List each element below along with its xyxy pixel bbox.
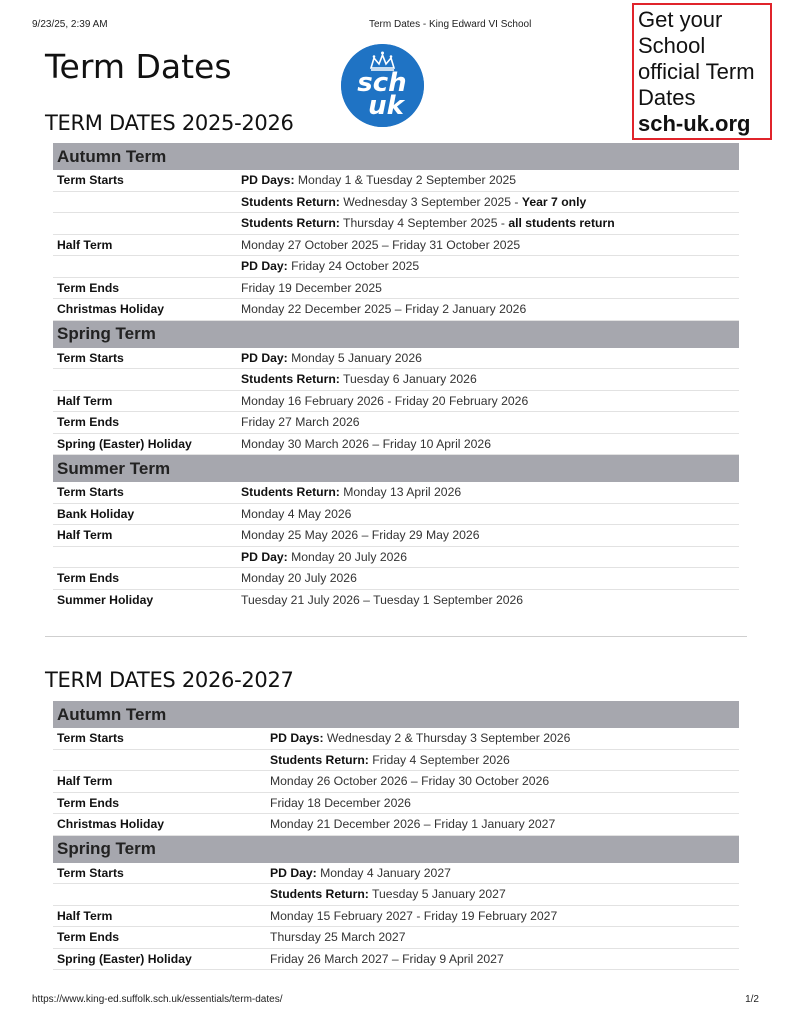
row-value: PD Days: Monday 1 & Tuesday 2 September 2025: [237, 170, 739, 191]
table-row: [53, 170, 739, 191]
table-row: [53, 369, 739, 391]
table-row: [53, 884, 739, 906]
term-name: Spring Term: [53, 320, 739, 348]
table-row: [53, 546, 739, 568]
term-header-row: [53, 701, 739, 728]
table-row: [53, 792, 739, 814]
row-label: Spring (Easter) Holiday: [53, 433, 237, 455]
row-value: Monday 22 December 2025 – Friday 2 January 2026: [237, 299, 739, 321]
row-value: Monday 4 May 2026: [237, 503, 739, 525]
row-label: Spring (Easter) Holiday: [53, 948, 266, 970]
row-label: Half Term: [53, 771, 266, 793]
row-label: Term Ends: [53, 412, 237, 434]
table-row: [53, 482, 739, 503]
row-label: [53, 749, 266, 771]
row-value: Students Return: Thursday 4 September 2025 - all students return: [237, 213, 739, 235]
row-value: Monday 27 October 2025 – Friday 31 October 2025: [237, 234, 739, 256]
page-number: 1/2: [745, 994, 759, 1005]
row-value: Friday 19 December 2025: [237, 277, 739, 299]
row-label: [53, 256, 237, 278]
table-row: [53, 905, 739, 927]
row-label: Half Term: [53, 234, 237, 256]
term-header-row: [53, 835, 739, 863]
print-doc-title: Term Dates - King Edward VI School: [369, 19, 532, 30]
sch-uk-logo: [341, 44, 424, 127]
row-value: Monday 26 October 2026 – Friday 30 October 2026: [266, 771, 739, 793]
row-value: PD Day: Monday 20 July 2026: [237, 546, 739, 568]
row-value: Students Return: Tuesday 6 January 2026: [237, 369, 739, 391]
row-label: Term Ends: [53, 927, 266, 949]
row-label: Christmas Holiday: [53, 299, 237, 321]
ad-line: Dates: [638, 85, 696, 110]
table-row: [53, 503, 739, 525]
row-label: Half Term: [53, 905, 266, 927]
table-row: [53, 213, 739, 235]
row-label: Term Starts: [53, 170, 237, 191]
row-label: Term Starts: [53, 348, 237, 369]
row-label: Half Term: [53, 390, 237, 412]
table-row: [53, 948, 739, 970]
term-dates-table-2025-2026: [53, 143, 739, 610]
sch-uk-ad-box[interactable]: [632, 3, 772, 140]
table-row: [53, 749, 739, 771]
page-url: https://www.king-ed.suffolk.sch.uk/essentials/term-dates/: [32, 994, 283, 1005]
row-label: [53, 546, 237, 568]
ad-line: official Term: [638, 59, 755, 84]
row-value: Monday 16 February 2026 - Friday 20 February 2026: [237, 390, 739, 412]
table-row: [53, 728, 739, 749]
table-row: [53, 348, 739, 369]
table-row: [53, 814, 739, 836]
row-label: [53, 191, 237, 213]
table-row: [53, 277, 739, 299]
table-row: [53, 234, 739, 256]
term-name: Autumn Term: [53, 701, 739, 728]
row-value: Friday 27 March 2026: [237, 412, 739, 434]
table-row: [53, 771, 739, 793]
row-value: PD Day: Monday 5 January 2026: [237, 348, 739, 369]
row-label: Term Starts: [53, 728, 266, 749]
table-row: [53, 525, 739, 547]
section-heading-2025-2026: TERM DATES 2025-2026: [45, 111, 294, 135]
row-value: Monday 25 May 2026 – Friday 29 May 2026: [237, 525, 739, 547]
row-value: PD Day: Monday 4 January 2027: [266, 863, 739, 884]
row-value: Monday 20 July 2026: [237, 568, 739, 590]
row-label: [53, 213, 237, 235]
page-title: Term Dates: [45, 47, 232, 86]
row-value: Students Return: Wednesday 3 September 2025 - Year 7 only: [237, 191, 739, 213]
row-value: Monday 21 December 2026 – Friday 1 January 2027: [266, 814, 739, 836]
row-value: Friday 18 December 2026: [266, 792, 739, 814]
term-header-row: [53, 455, 739, 483]
row-value: Monday 30 March 2026 – Friday 10 April 2026: [237, 433, 739, 455]
row-label: Bank Holiday: [53, 503, 237, 525]
table-row: [53, 390, 739, 412]
table-row: [53, 433, 739, 455]
ad-url-link[interactable]: sch-uk.org: [638, 111, 751, 136]
row-value: Students Return: Monday 13 April 2026: [237, 482, 739, 503]
table-row: [53, 412, 739, 434]
term-dates-table-2026-2027: [53, 701, 739, 970]
row-label: Term Starts: [53, 482, 237, 503]
row-label: Term Starts: [53, 863, 266, 884]
row-label: Term Ends: [53, 568, 237, 590]
term-name: Summer Term: [53, 455, 739, 483]
row-value: Thursday 25 March 2027: [266, 927, 739, 949]
table-row: [53, 927, 739, 949]
section-divider: [45, 636, 747, 637]
term-header-row: [53, 143, 739, 170]
row-value: PD Day: Friday 24 October 2025: [237, 256, 739, 278]
table-row: [53, 589, 739, 610]
row-label: Half Term: [53, 525, 237, 547]
row-label: Term Ends: [53, 792, 266, 814]
svg-text:uk: uk: [368, 91, 404, 121]
row-label: Summer Holiday: [57, 592, 154, 607]
row-value: Students Return: Tuesday 5 January 2027: [266, 884, 739, 906]
row-value: Tuesday 21 July 2026 – Tuesday 1 September 2026: [241, 592, 524, 607]
table-row: [53, 256, 739, 278]
sch-uk-logo-icon: [341, 44, 424, 127]
row-value: Students Return: Friday 4 September 2026: [266, 749, 739, 771]
table-row: [53, 568, 739, 590]
ad-line: School: [638, 33, 706, 58]
section-heading-2026-2027: TERM DATES 2026-2027: [45, 668, 294, 692]
row-label: [53, 369, 237, 391]
print-datetime: 9/23/25, 2:39 AM: [32, 19, 108, 30]
row-label: Christmas Holiday: [53, 814, 266, 836]
svg-text:sch: sch: [357, 68, 407, 98]
term-name: Spring Term: [53, 835, 739, 863]
table-row: [53, 863, 739, 884]
row-value: PD Days: Wednesday 2 & Thursday 3 September 2026: [266, 728, 739, 749]
term-header-row: [53, 320, 739, 348]
row-value: Friday 26 March 2027 – Friday 9 April 2027: [266, 948, 739, 970]
ad-line: Get your: [638, 7, 723, 32]
term-name: Autumn Term: [53, 143, 739, 170]
row-value: Monday 15 February 2027 - Friday 19 February 2027: [266, 905, 739, 927]
table-row: [53, 191, 739, 213]
table-row: [53, 299, 739, 321]
row-label: Term Ends: [53, 277, 237, 299]
row-label: [53, 884, 266, 906]
